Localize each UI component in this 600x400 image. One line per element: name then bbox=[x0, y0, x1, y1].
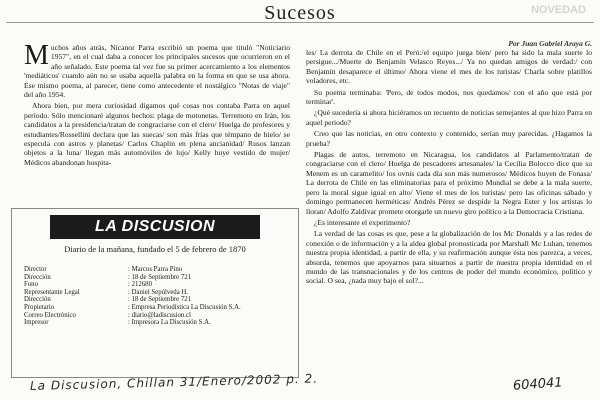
title-divider bbox=[6, 22, 594, 35]
author-byline: Por Juan Gabriel Araya G. bbox=[508, 39, 592, 48]
masthead-label: Director bbox=[24, 266, 47, 273]
article-paragraph: Plagas de autos, terremoto en Nicaragua, los candidatos al Parlamento/tratan de congraciarse con el clero/ Huelga de pescadores artesanales/ la Cecilia Bolocco dice que su Menem es un caramelito/ los ovnis cada día son más numerosos/ Médicos huyen de Fonasa/ La derrota de Chile en las eliminatorias para el próximo Mundial se debe a la mala suerte, pero la moral sigue igual en alto/ Viene el mes de los turistas/ pero las oficinas sábado y domingo permanecen herméticas/ Andrés Pérez se despide la Negra Ester y los artistas lo lloran/ Adolfo Zaldívar promete otorgarle un nuevo giro político a la Democracia Cristiana. bbox=[306, 150, 592, 216]
masthead-label: Fono bbox=[24, 281, 38, 289]
newspaper-banner: LA DISCUSION bbox=[50, 215, 260, 239]
faded-header-label: NOVEDAD bbox=[530, 4, 586, 16]
masthead-table bbox=[24, 266, 294, 327]
masthead-row bbox=[24, 312, 294, 320]
masthead-row bbox=[24, 319, 294, 327]
article-paragraph: Ahora bien, por mera curiosidad digamos qué cosas nos contaba Parra en aquel periodo. Sólo mencionaré algunos hechos: plaga de motonetas. Terremoto en Irán, los candidatos a la presidencia/tratan de congraciarse con el clero/ Huelga de profesores y estudiantes/Rossellini declara que las suecas/ son más frías que témpano de hielo/ se especula con astros y planetas/ Carlos Chaplin en plena ancianidad/ Rusos lanzan objetos a la luna/ llegan más automóviles de lujo/ Kelly huye vestido de mujer/ Médicos abandonan hospita- bbox=[24, 101, 290, 167]
masthead-value: : 18 de Septiembre 721 bbox=[128, 296, 192, 304]
masthead-value: : diario@ladiscusion.cl bbox=[128, 311, 191, 319]
masthead-row bbox=[24, 281, 294, 289]
masthead-value: : 212680 bbox=[128, 281, 152, 289]
masthead-value: : Empresa Periodística La Discusión S.A. bbox=[128, 303, 241, 311]
drop-cap: M bbox=[24, 40, 49, 71]
masthead-row bbox=[24, 296, 294, 304]
handwritten-source-note: La Discusion, Chillan 31/Enero/2002 p. 2. bbox=[29, 371, 319, 393]
article-paragraph: ¿Qué sucedería si ahora hiciéramos un recuento de noticias semejantes al que hizo Parra en aquel periodo? bbox=[306, 108, 592, 127]
masthead-value: : Impresora La Discusión S.A. bbox=[128, 319, 211, 327]
masthead-row bbox=[24, 289, 294, 297]
catalog-number: 604041 bbox=[512, 375, 564, 394]
newspaper-tagline: Diario de la mañana, fundado el 5 de febrero de 1870 bbox=[64, 244, 246, 254]
masthead-value: : Marcos Parra Pino bbox=[128, 266, 183, 273]
masthead-label: Correo Electrónico bbox=[24, 311, 76, 319]
article-paragraph: les/ La derrota de Chile en el Perú:/el equipo juega bien/ pero ha sido la mala suerte lo persigue.../Muerte de Benjamín Velasco Reyes.../ Ya no quedan amigos de verdad:/ con Benjamín desaparece el último/ Ahora viene el mes de los turistas/ Charla sobre platillos voladores, etc. bbox=[306, 48, 592, 86]
masthead-box bbox=[11, 208, 299, 378]
article-column-left bbox=[24, 40, 290, 169]
article-paragraph: Muchos años atrás, Nicanor Parra escribió un poema que tituló "Noticiario 1957", en el cual daba a conocer los principales sucesos que ocurrieron en el año señalado. Este poema tal vez fue su primer acercamiento a los elementos 'mediáticos' cuando aún no se usaba aquella palabra en la forma en que se usa ahora. Ese mismo poema, al parecer, tiene como antecedente el nostálgico "Notas de viaje" del año 1954. bbox=[24, 40, 290, 100]
masthead-value: : 18 de Septiembre 721 bbox=[128, 273, 192, 281]
masthead-label: Impresor bbox=[24, 319, 49, 327]
article-paragraph: Su poema terminaba: 'Pero, de todos modos, nos quedamos/ con el año que está por terminar'. bbox=[306, 87, 592, 107]
masthead-row bbox=[24, 304, 294, 312]
article-column-right bbox=[306, 48, 592, 288]
masthead-label: Dirección bbox=[24, 273, 51, 281]
masthead-value: : Daniel Sepúlveda H. bbox=[128, 288, 189, 296]
masthead-row bbox=[24, 266, 294, 274]
masthead-label: Propietario bbox=[24, 303, 55, 311]
masthead-label: Dirección bbox=[24, 296, 51, 304]
article-paragraph: La verdad de las cosas es que, pese a la globalización de los Mc Donalds y a las redes de conexión o de información y a la aldea global pronosticada por Marshall Mc Luhan, tenemos nuestra propia identidad, a partir de ella, y su reafirmación aunque ésta nos parezca, a veces, absurda, tenemos que apoyarnos para situarnos a partir de nuestra propia identidad en el mundo de las transnacionales y de los centros de poder del mundo económico, político y social. O sea, ¿nada muy bajo el sol?... bbox=[306, 229, 592, 286]
article-paragraph: ¿Es interesante el experimento? bbox=[314, 217, 411, 227]
article-paragraph: Creo que las noticias, en otro contexto y contenido, serían muy parecidas. ¿Hagamos la prueba? bbox=[306, 129, 592, 148]
section-title: Sucesos bbox=[264, 2, 336, 24]
masthead-row bbox=[24, 274, 294, 282]
masthead-label: Representante Legal bbox=[24, 288, 80, 296]
